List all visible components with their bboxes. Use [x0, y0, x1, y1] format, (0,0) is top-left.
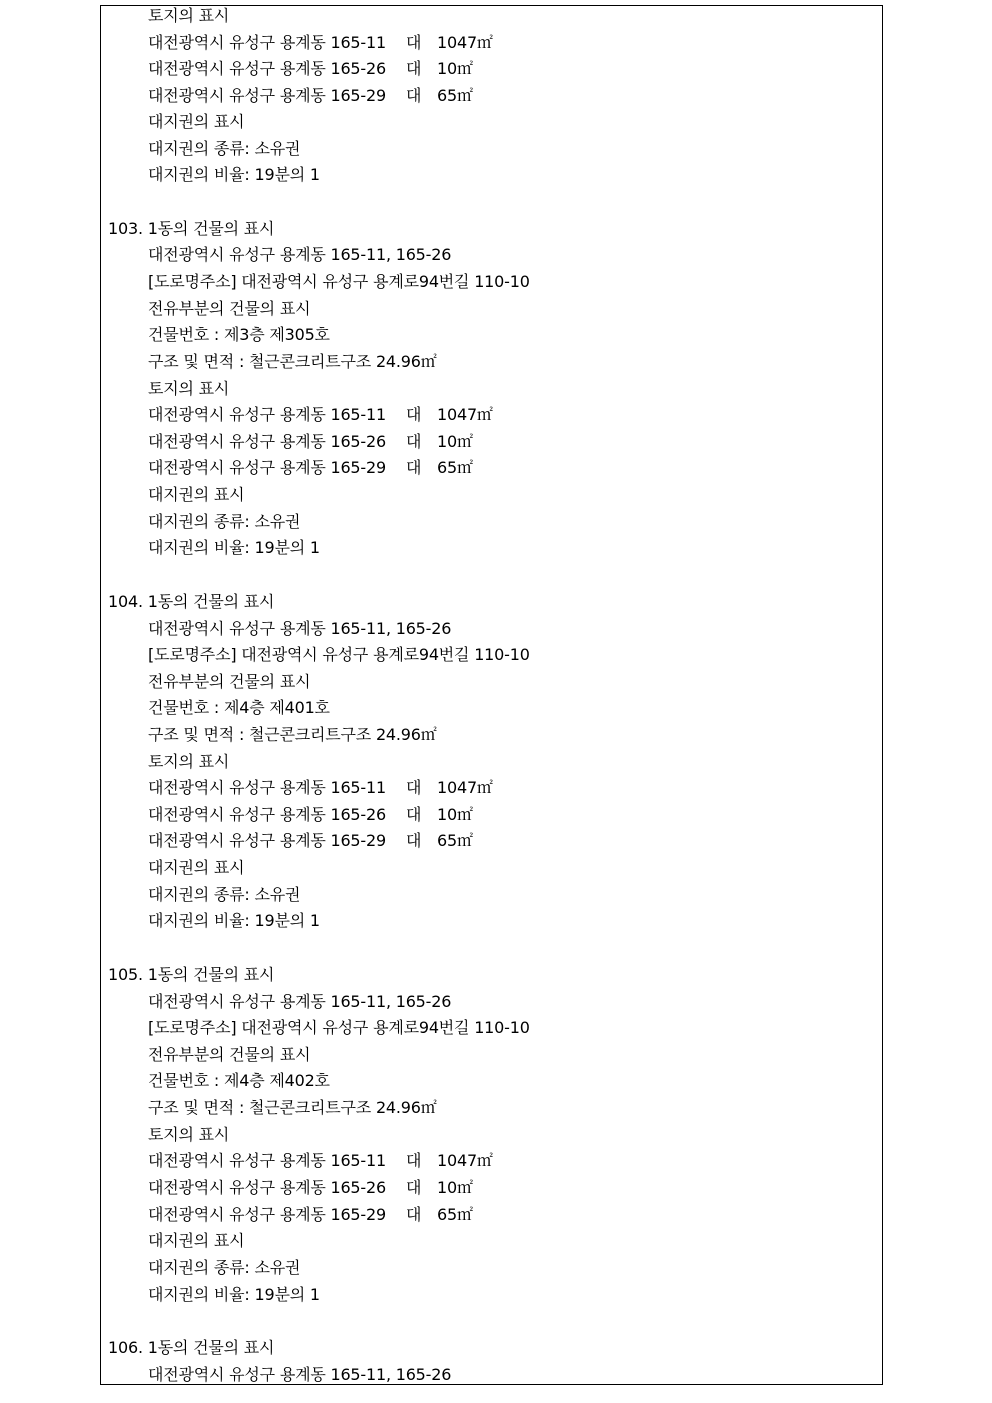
land-title: 토지의 표시	[148, 1125, 230, 1144]
land-row: 대전광역시 유성구 용계동 165-29 대 65㎡	[148, 86, 473, 105]
section-heading: 105. 1동의 건물의 표시	[108, 965, 275, 984]
lot-address: 대전광역시 유성구 용계동 165-11, 165-26	[148, 1365, 452, 1384]
site-ratio: 대지권의 비율: 19분의 1	[148, 538, 320, 557]
exclusive-title: 전유부분의 건물의 표시	[148, 672, 311, 691]
site-type: 대지권의 종류: 소유권	[148, 512, 301, 531]
site-ratio: 대지권의 비율: 19분의 1	[148, 911, 320, 930]
lot-address: 대전광역시 유성구 용계동 165-11, 165-26	[148, 992, 452, 1011]
lot-address: 대전광역시 유성구 용계동 165-11, 165-26	[148, 245, 452, 264]
structure-area: 구조 및 면적 : 철근콘크리트구조 24.96㎡	[148, 1098, 437, 1117]
land-title: 토지의 표시	[148, 379, 230, 398]
site-title: 대지권의 표시	[148, 112, 245, 131]
building-number: 건물번호 : 제3층 제305호	[148, 325, 330, 344]
site-title: 대지권의 표시	[148, 858, 245, 877]
section-heading: 106. 1동의 건물의 표시	[108, 1338, 275, 1357]
building-number: 건물번호 : 제4층 제402호	[148, 1071, 330, 1090]
land-row: 대전광역시 유성구 용계동 165-26 대 10㎡	[148, 59, 473, 78]
site-type: 대지권의 종류: 소유권	[148, 885, 301, 904]
structure-area: 구조 및 면적 : 철근콘크리트구조 24.96㎡	[148, 725, 437, 744]
land-row: 대전광역시 유성구 용계동 165-11 대 1047㎡	[148, 1151, 493, 1170]
site-type: 대지권의 종류: 소유권	[148, 139, 301, 158]
land-row: 대전광역시 유성구 용계동 165-11 대 1047㎡	[148, 405, 493, 424]
building-number: 건물번호 : 제4층 제401호	[148, 698, 330, 717]
land-row: 대전광역시 유성구 용계동 165-26 대 10㎡	[148, 805, 473, 824]
site-type: 대지권의 종류: 소유권	[148, 1258, 301, 1277]
section-heading: 104. 1동의 건물의 표시	[108, 592, 275, 611]
site-title: 대지권의 표시	[148, 1231, 245, 1250]
land-row: 대전광역시 유성구 용계동 165-11 대 1047㎡	[148, 33, 493, 52]
land-row: 대전광역시 유성구 용계동 165-29 대 65㎡	[148, 458, 473, 477]
site-title: 대지권의 표시	[148, 485, 245, 504]
land-row: 대전광역시 유성구 용계동 165-11 대 1047㎡	[148, 778, 493, 797]
land-row: 대전광역시 유성구 용계동 165-26 대 10㎡	[148, 432, 473, 451]
exclusive-title: 전유부분의 건물의 표시	[148, 1045, 311, 1064]
land-title: 토지의 표시	[148, 6, 230, 25]
site-ratio: 대지권의 비율: 19분의 1	[148, 165, 320, 184]
site-ratio: 대지권의 비율: 19분의 1	[148, 1285, 320, 1304]
exclusive-title: 전유부분의 건물의 표시	[148, 299, 311, 318]
land-title: 토지의 표시	[148, 752, 230, 771]
structure-area: 구조 및 면적 : 철근콘크리트구조 24.96㎡	[148, 352, 437, 371]
land-row: 대전광역시 유성구 용계동 165-26 대 10㎡	[148, 1178, 473, 1197]
land-row: 대전광역시 유성구 용계동 165-29 대 65㎡	[148, 1205, 473, 1224]
road-address: [도로명주소] 대전광역시 유성구 용계로94번길 110-10	[148, 1018, 530, 1037]
section-heading: 103. 1동의 건물의 표시	[108, 219, 275, 238]
road-address: [도로명주소] 대전광역시 유성구 용계로94번길 110-10	[148, 272, 530, 291]
road-address: [도로명주소] 대전광역시 유성구 용계로94번길 110-10	[148, 645, 530, 664]
land-row: 대전광역시 유성구 용계동 165-29 대 65㎡	[148, 831, 473, 850]
lot-address: 대전광역시 유성구 용계동 165-11, 165-26	[148, 619, 452, 638]
